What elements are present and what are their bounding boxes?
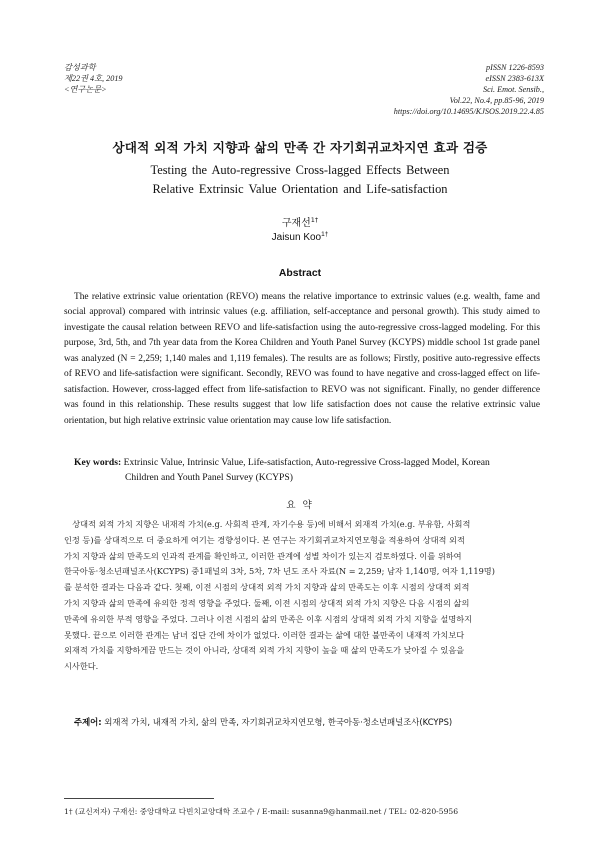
eissn: eISSN 2383-613X xyxy=(485,74,544,83)
pissn: pISSN 1226-8593 xyxy=(486,63,544,72)
keywords-label: Key words: xyxy=(74,457,122,468)
abstract-heading: Abstract xyxy=(278,268,322,279)
summary-heading: 요 약 xyxy=(286,500,314,511)
volume-issue-ko: 제22권 4호, 2019 xyxy=(64,74,123,83)
keywords-line-2: Children and Youth Panel Survey (KCYPS) xyxy=(125,471,293,483)
author-korean-name: 구재선 xyxy=(281,218,311,229)
title-english xyxy=(0,161,600,199)
doi-link[interactable]: https://doi.org/10.14695/KJSOS.2019.22.4.85 xyxy=(393,107,544,116)
summary-line: 가치 지향과 삶의 만족에 유의한 정적 영향을 주었다. 둘째, 이전 시점의 상대적 외적 가치 지향은 다음 시점의 삶의 xyxy=(64,597,470,608)
journal-name-en: Sci. Emot. Sensib., xyxy=(483,85,544,94)
footnote-rule xyxy=(64,798,214,799)
article-type-ko: <연구논문> xyxy=(64,85,107,94)
title-english-line-2: Relative Extrinsic Value Orientation and Life-satisfaction xyxy=(152,182,448,196)
author-english xyxy=(0,231,600,243)
keywords-text-1: Extrinsic Value, Intrinsic Value, Life-satisfaction, Auto-regressive Cross-lagged Model, Korean xyxy=(123,457,490,468)
abstract-body: The relative extrinsic value orientation (REVO) means the relative importance to extrinsic values (e.g. wealth, fame and social approval) compared with intrinsic values (e.g. affiliation, self-acceptance and personal growth). This study aimed to investigate the causal relation between REVO and life-satisfaction using the auto-regressive cross-lagged modeling. For this purpose, 3rd, 5th, and 7th year data from the Korea Children and Youth Panel Survey (KCYPS) middle school 1st grade panel was analyzed (N = 2,259; 1,140 males and 1,119 females). The results are as follows; Firstly, positive auto-regressive effects of REVO and life-satisfaction were significant. Secondly, REVO was found to have negative and cross-lagged effect on life-satisfaction. However, cross-lagged effect from life-satisfaction to REVO was not significant. Finally, no gender difference was found in this relationship. These results suggest that low life satisfaction does not cause the relative extrinsic value orientation, but high relative extrinsic value orientation may cause low life satisfaction. xyxy=(64,292,540,426)
summary-line: 외재적 가치를 지향하게끔 만드는 것이 아니라, 상대적 외적 가치 지향이 높을 때 삶의 만족도가 낮아질 수 있음을 xyxy=(64,645,465,656)
title-korean: 상대적 외적 가치 지향과 삶의 만족 간 자기회귀교차지연 효과 검증 xyxy=(112,140,488,155)
summary-line: 가치 지향과 삶의 만족도의 인과적 관계를 확인하고, 이러한 관계에 성별 차이가 있는지 검토하였다. 이를 위하여 xyxy=(64,550,462,561)
running-header-left xyxy=(64,62,123,95)
summary-line: 시사한다. xyxy=(64,661,99,672)
footnote: 1† (교신저자) 구재선: 중앙대학교 다빈치교양대학 조교수 / E-mail: susanna9@hanmail.net / TEL: 02-820-5956 xyxy=(64,807,459,816)
corresponding-author-mark-en: 1† xyxy=(321,231,329,238)
author-korean xyxy=(0,214,600,229)
korean-keywords-text: 외재적 가치, 내재적 가치, 삶의 만족, 자기회귀교차지연모형, 한국아동·청소년패널조사(KCYPS) xyxy=(104,717,453,727)
summary-line: 만족에 유의한 부적 영향을 주었다. 그러나 이전 시점의 삶의 만족은 이후 시점의 상대적 외적 가치 지향을 설명하지 xyxy=(64,613,473,624)
summary-line: 한국아동·청소년패널조사(KCYPS) 중1패널의 3차, 5차, 7차 년도 조사 자료(N = 2,259; 남자 1,140명, 여자 1,119명) xyxy=(64,566,495,577)
corresponding-author-mark: 1† xyxy=(310,216,319,224)
summary-line: 상대적 외적 가치 지향은 내재적 가치(e.g. 사회적 관계, 자기수용 등)에 비해서 외재적 가치(e.g. 부유함, 사회적 xyxy=(64,519,471,529)
summary-body xyxy=(64,517,540,675)
summary-line: 못했다. 끝으로 이러한 관계는 남녀 집단 간에 차이가 없었다. 이러한 결과는 삶에 대한 불만족이 내재적 가치보다 xyxy=(64,629,465,640)
volume-pages: Vol.22, No.4, pp.85-96, 2019 xyxy=(449,96,544,105)
korean-keywords xyxy=(74,716,544,728)
title-english-line-1: Testing the Auto-regressive Cross-lagged Effects Between xyxy=(150,163,450,177)
author-english-name: Jaisun Koo xyxy=(271,232,322,243)
journal-name-ko: 감성과학 xyxy=(64,63,96,72)
keywords xyxy=(74,456,540,485)
running-header-right xyxy=(394,62,544,117)
summary-line: 를 분석한 결과는 다음과 같다. 첫째, 이전 시점의 상대적 외적 가치 지향과 삶의 만족도는 이후 시점의 상대적 외적 xyxy=(64,582,470,593)
summary-line: 인정 등)를 상대적으로 더 중요하게 여기는 경향성이다. 본 연구는 자기회귀교차지연모형을 적용하여 상대적 외적 xyxy=(64,534,465,545)
korean-keywords-label: 주제어: xyxy=(74,717,102,727)
keywords-line-1 xyxy=(74,456,540,471)
